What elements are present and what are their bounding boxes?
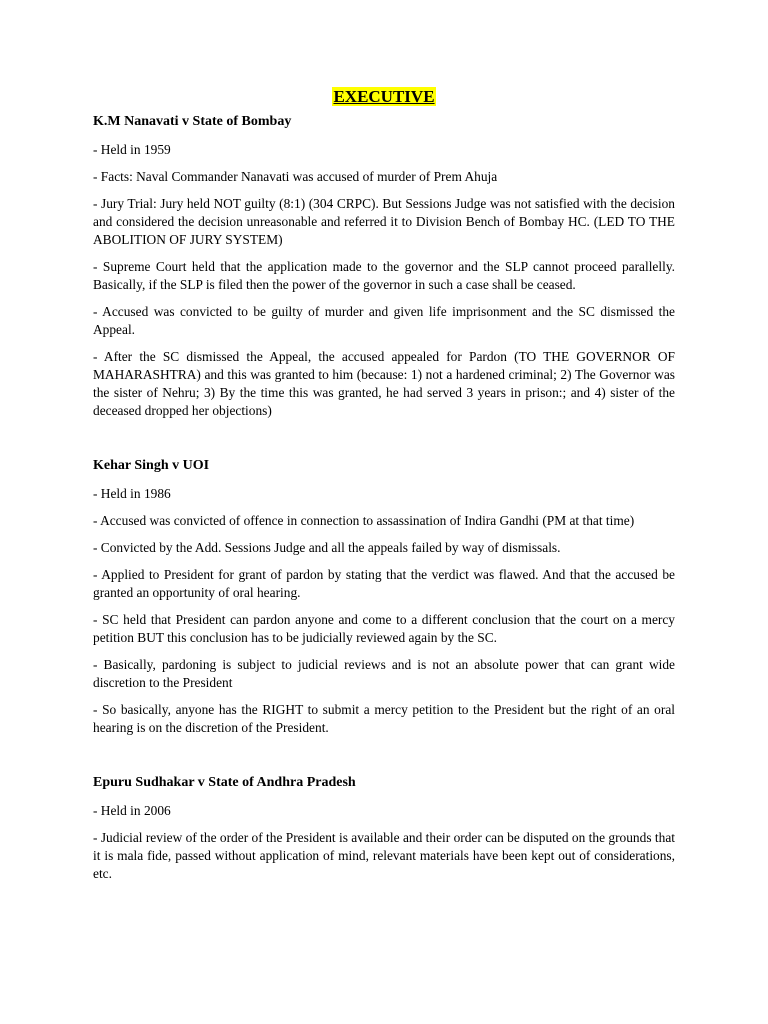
case-point: - Supreme Court held that the application made to the governor and the SLP cannot proceed parallelly. Basically, if the SLP is filed then the power of the governor in such a case shall be ceased. [93,259,675,292]
case-point: - So basically, anyone has the RIGHT to submit a mercy petition to the President but the right of an oral hearing is on the discretion of the President. [93,702,675,735]
case-section [93,457,675,737]
case-point: - Held in 2006 [93,803,171,818]
case-point: - Judicial review of the order of the President is available and their order can be disputed on the grounds that it is mala fide, passed without application of mind, relevant materials have been kept out of considerations, etc. [93,830,675,881]
case-point: - Applied to President for grant of pardon by stating that the verdict was flawed. And that the accused be granted an opportunity of oral hearing. [93,567,675,600]
case-point: - Convicted by the Add. Sessions Judge and all the appeals failed by way of dismissals. [93,540,561,555]
case-section [93,774,675,883]
case-point: - Held in 1986 [93,486,171,501]
case-point: - Jury Trial: Jury held NOT guilty (8:1) (304 CRPC). But Sessions Judge was not satisfied with the decision and considered the decision unreasonable and referred it to Division Bench of Bombay HC. (LED TO THE ABOLITION OF JURY SYSTEM) [93,196,675,247]
case-point: - Held in 1959 [93,142,171,157]
section-spacer [93,429,675,457]
case-section [93,113,675,420]
document-title-block [93,86,675,109]
document-page [93,86,675,892]
case-point: - SC held that President can pardon anyone and come to a different conclusion that the court on a mercy petition BUT this conclusion has to be judicially reviewed again by the SC. [93,612,675,645]
section-spacer [93,746,675,774]
case-point: - Facts: Naval Commander Nanavati was accused of murder of Prem Ahuja [93,169,498,184]
case-heading: Kehar Singh v UOI [93,458,210,473]
document-title: EXECUTIVE [333,87,435,106]
case-point: - Basically, pardoning is subject to judicial reviews and is not an absolute power that can grant wide discretion to the President [93,657,675,690]
case-point: - After the SC dismissed the Appeal, the accused appealed for Pardon (TO THE GOVERNOR OF MAHARASHTRA) and this was granted to him (because: 1) not a hardened criminal; 2) The Governor was the sister of Nehru; 3) By the time this was granted, he had served 3 years in prison:; and 4) sister of the deceased dropped her objections) [93,349,675,418]
case-heading: Epuru Sudhakar v State of Andhra Pradesh [93,775,356,790]
case-point: - Accused was convicted of offence in connection to assassination of Indira Gandhi (PM at that time) [93,513,635,528]
case-heading: K.M Nanavati v State of Bombay [93,114,292,129]
case-point: - Accused was convicted to be guilty of murder and given life imprisonment and the SC dismissed the Appeal. [93,304,675,337]
